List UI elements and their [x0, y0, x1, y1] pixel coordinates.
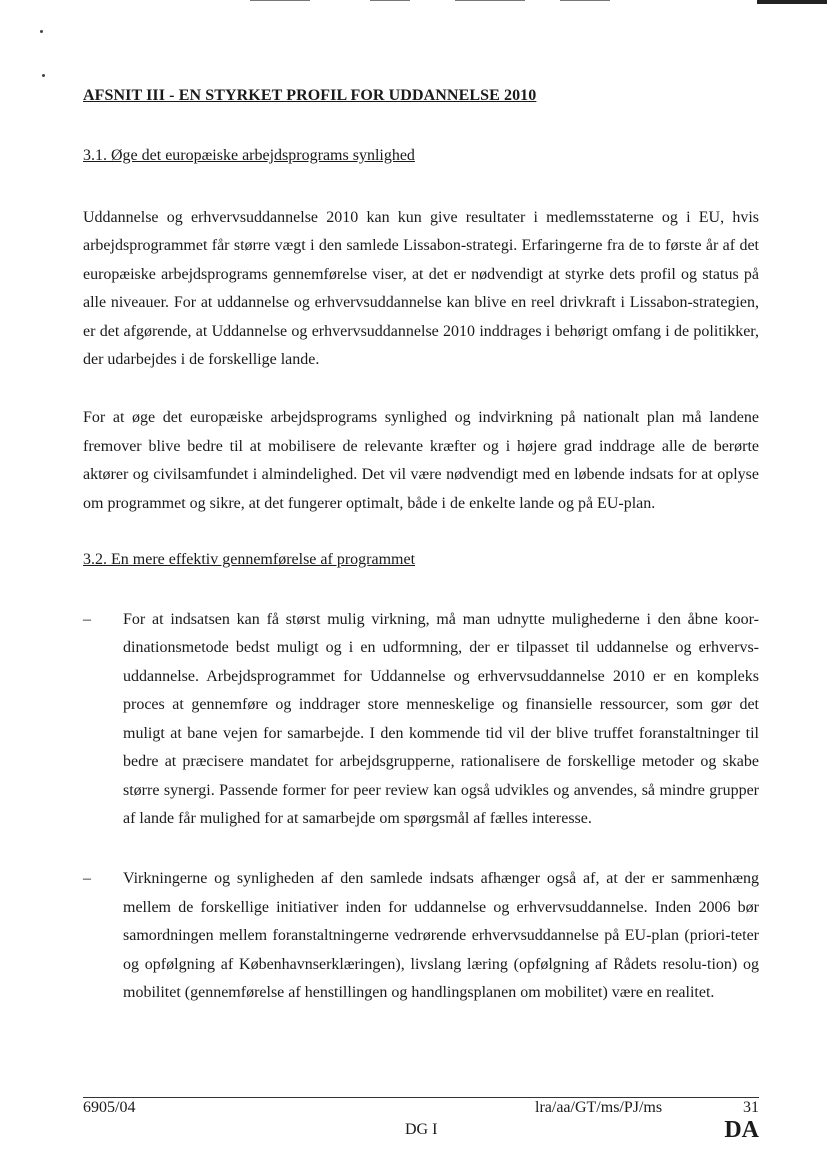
paragraph: Uddannelse og erhvervsuddannelse 2010 kan kun give resultater i medlemsstaterne og i EU, hvis arbejdsprogrammet får større vægt i den samlede Lissabon-strategi. Erfaringerne fra de to første år af det europæiske arbejdsprograms gennemførelse viser, at det er nødvendigt at styrke dets profil og status på alle niveauer. For at uddannelse og erhvervsuddannelse kan blive en reel drivkraft i Lissabon-strategien, er det afgørende, at Uddannelse og erhvervsuddannelse 2010 inddrages i behørigt omfang i de politikker, der udarbejdes i de forskellige lande.	[83, 209, 759, 369]
page-footer	[83, 1099, 759, 1149]
document-number: 6905/04	[83, 1099, 136, 1116]
scan-speck	[40, 30, 43, 33]
footer-divider	[83, 1097, 759, 1098]
scan-speck	[42, 74, 45, 77]
department-code: DG I	[405, 1121, 438, 1138]
page-number: 31	[743, 1099, 759, 1116]
reference-code: lra/aa/GT/ms/PJ/ms	[535, 1099, 663, 1116]
dash-marker: –	[83, 870, 91, 888]
subsection-heading-3-2: 3.2. En mere effektiv gennemførelse af programmet	[83, 551, 416, 569]
document-page	[83, 82, 759, 1007]
scan-edge-artifact	[0, 0, 827, 6]
bullet-item	[83, 606, 759, 833]
bullet-text: For at indsatsen kan få størst mulig virkning, må man udnytte mulighederne i den åbne koor-dinationsmetode bedst muligt og i en udformning, der er tilpasset til uddannelse og erhvervs-uddannelse. Arbejdsprogrammet for Uddannelse og erhvervsuddannelse 2010 er en kompleks proces at gennemføre og inddrager store menneskelige og finansielle ressourcer, som gør det muligt at bane vejen for samarbejde. I den kommende tid vil der blive truffet foranstaltninger til bedre at præcisere mandatet for arbejdsgrupperne, rationalisere de forskellige metoder og skabe større synergi. Passende former for peer review kan også udvikles og anvendes, så mindre grupper af lande får mulighed for at samarbejde om spørgsmål af fælles interesse.	[123, 611, 759, 827]
bullet-item	[83, 865, 759, 1007]
subsection-heading-3-1: 3.1. Øge det europæiske arbejdsprograms synlighed	[83, 147, 415, 164]
dash-marker: –	[83, 611, 91, 629]
bullet-text: Virkningerne og synligheden af den samlede indsats afhænger også af, at der er sammenhæng mellem de forskellige initiativer inden for uddannelse og erhvervsuddannelse. Inden 2006 bør samordningen mellem foranstaltningerne vedrørende erhvervsuddannelse på EU-plan (priori-teter og opfølgning af Københavnserklæringen), livslang læring (opfølgning af Rådets resolu-tion) og mobilitet (gennemførelse af henstillingen og handlingsplanen om mobilitet) være en realitet.	[123, 870, 759, 1001]
paragraph: For at øge det europæiske arbejdsprograms synlighed og indvirkning på nationalt plan må landene fremover blive bedre til at mobilisere de relevante kræfter og i højere grad inddrage alle de berørte aktører og civilsamfundet i almindelighed. Det vil være nødvendigt med en løbende indsats for at oplyse om programmet og sikre, at det fungerer optimalt, både i de enkelte lande og på EU-plan.	[83, 409, 759, 512]
section-title: AFSNIT III - EN STYRKET PROFIL FOR UDDANNELSE 2010	[83, 87, 537, 104]
language-code: DA	[724, 1117, 759, 1143]
